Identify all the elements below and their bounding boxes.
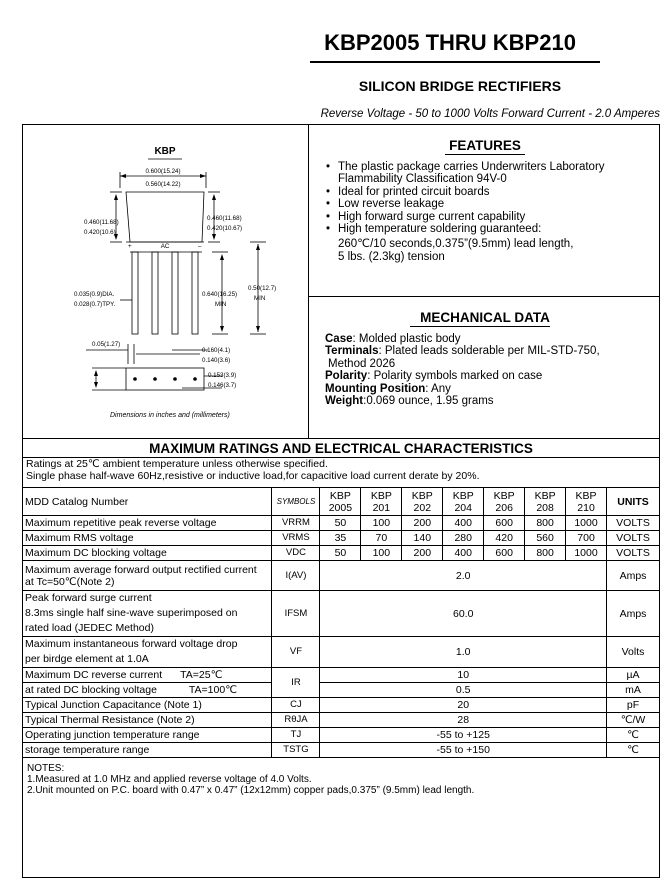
header-units: UNITS (607, 488, 660, 516)
mechanical-data (325, 333, 655, 407)
mech-polarity: Polarity: Polarity symbols marked on case (325, 370, 543, 383)
mechanical-title: MECHANICAL DATA (420, 310, 550, 325)
features-list (326, 161, 656, 235)
ratings-title: MAXIMUM RATINGS AND ELECTRICAL CHARACTERISTICS (149, 441, 533, 456)
dim-width-max: 0.600(15.24) (145, 168, 181, 175)
table-row: storage temperature range TSTG -55 to +150 ℃ (23, 743, 660, 758)
dim-lead-length-min: MIN (215, 301, 227, 308)
mech-weight: Weight:0.069 ounce, 1.95 grams (325, 395, 494, 408)
header-part: KBP 210 (566, 488, 607, 516)
document-title: KBP2005 THRU KBP210 (324, 30, 576, 55)
dim-spacing-min: 0.140(3.6) (202, 357, 231, 364)
table-row: Typical Thermal Resistance (Note 2) RθJA 28 ℃/W (23, 713, 660, 728)
feature-item: • The plastic package carries Underwriters Laboratory Flammability Classification 94V-0 (326, 161, 656, 186)
table-row: at rated DC blocking voltage TA=100℃ 0.5 mA (23, 683, 660, 698)
voltage-current-ratings: Reverse Voltage - 50 to 1000 Volts Forward Current - 2.0 Amperes (320, 108, 660, 120)
dim-left-height-min: 0.420(10.6) (84, 229, 116, 236)
mech-mounting: Mounting Position: Any (325, 382, 451, 395)
polarity-ac: AC (160, 243, 170, 250)
mech-terminals: Terminals: Plated leads solderable per MIL-STD-750, (325, 345, 600, 358)
document-subtitle: SILICON BRIDGE RECTIFIERS (358, 78, 562, 94)
kbp-package-drawing (22, 124, 308, 438)
table-row: Maximum repetitive peak reverse voltage VRRM 50 100 200 400 600 800 1000 VOLTS (23, 516, 660, 531)
table-row: Maximum average forward output rectified current at Tc=50℃(Note 2) I(AV) 2.0 Amps (23, 561, 660, 591)
header-part: KBP 2005 (320, 488, 361, 516)
notes (27, 763, 474, 796)
dim-right-height-max: 0.460(11.68) (207, 215, 242, 222)
polarity-plus: + (128, 243, 132, 250)
dim-lead-dia-min: 0.028(0.7)TPY. (74, 301, 116, 308)
dimensions-note: Dimensions in inches and (millimeters) (110, 412, 230, 419)
dim-spacing-max: 0.160(4.1) (202, 347, 231, 354)
feature-item: • Ideal for printed circuit boards (326, 186, 656, 198)
feature-item: • Low reverse leakage (326, 198, 656, 210)
table-row: Maximum instantaneous forward voltage drop per birdge element at 1.0A VF 1.0 Volts (23, 637, 660, 668)
mech-case: Case: Molded plastic body (325, 333, 461, 345)
feature-item: • High temperature soldering guaranteed: (326, 223, 656, 235)
dim-left-height-max: 0.460(11.68) (84, 219, 119, 226)
table-row: Operating junction temperature range TJ -55 to +125 ℃ (23, 728, 660, 743)
table-row: Maximum DC blocking voltage VDC 50 100 200 400 600 800 1000 VOLTS (23, 546, 660, 561)
table-row: Peak forward surge current 8.3ms single half sine-wave superimposed on rated load (JEDEC Method) IFSM 60.0 Amps (23, 591, 660, 637)
section-divider (22, 438, 660, 439)
header-part: KBP 208 (525, 488, 566, 516)
mech-terminals-cont: Method 2026 (328, 357, 396, 370)
polarity-minus: – (198, 243, 202, 250)
feature-item: • High forward surge current capability (326, 211, 656, 223)
dim-right-height-min: 0.420(10.67) (207, 225, 243, 232)
column-divider (308, 124, 309, 438)
title-underline (310, 61, 600, 63)
features-title: FEATURES (449, 138, 521, 153)
mechanical-title-underline (410, 326, 550, 327)
table-row: Typical Junction Capacitance (Note 1) CJ 20 pF (23, 698, 660, 713)
note-1: 1.Measured at 1.0 MHz and applied reverse voltage of 4.0 Volts. (27, 774, 312, 785)
dim-lead-length: 0.640(16.25) (202, 291, 238, 298)
features-title-underline (445, 154, 525, 155)
dim-bottom-max: 0.153(3.9) (208, 372, 237, 379)
header-part: KBP 202 (402, 488, 443, 516)
dim-overall-min-label: MIN (254, 295, 266, 302)
header-part: KBP 201 (361, 488, 402, 516)
electrical-characteristics-table (22, 487, 660, 758)
table-row: Maximum RMS voltage VRMS 35 70 140 280 420 560 700 VOLTS (23, 531, 660, 546)
header-part: KBP 204 (443, 488, 484, 516)
notes-title: NOTES: (27, 763, 65, 774)
header-catalog: MDD Catalog Number (23, 488, 272, 516)
dim-lead-dia-max: 0.035(0.9)DIA. (74, 291, 115, 298)
header-symbols: SYMBOLS (272, 488, 320, 516)
dim-pitch: 0.05(1.27) (92, 341, 121, 348)
table-header-row (23, 488, 660, 516)
features-mech-divider (308, 296, 660, 297)
dim-width-min: 0.560(14.22) (145, 181, 181, 188)
dim-overall-min: 0.50(12.7) (248, 285, 277, 292)
note-2: 2.Unit mounted on P.C. board with 0.47” x 0.47” (12x12mm) copper pads,0.375” (9.5mm) lead length. (27, 785, 475, 796)
package-name: KBP (154, 146, 176, 157)
dim-bottom-min: 0.146(3.7) (208, 382, 237, 389)
table-row: Maximum DC reverse current TA=25℃ IR 10 µA (23, 668, 660, 683)
rating-conditions: Ratings at 25℃ ambient temperature unless otherwise specified. Single phase half-wave 60Hz,resistive or inductive load,for capacitive load current derate by 20%. (26, 458, 480, 482)
feature-soldering-detail: 260℃/10 seconds,0.375”(9.5mm) lead length, 5 lbs. (2.3kg) tension (338, 238, 574, 263)
header-part: KBP 206 (484, 488, 525, 516)
